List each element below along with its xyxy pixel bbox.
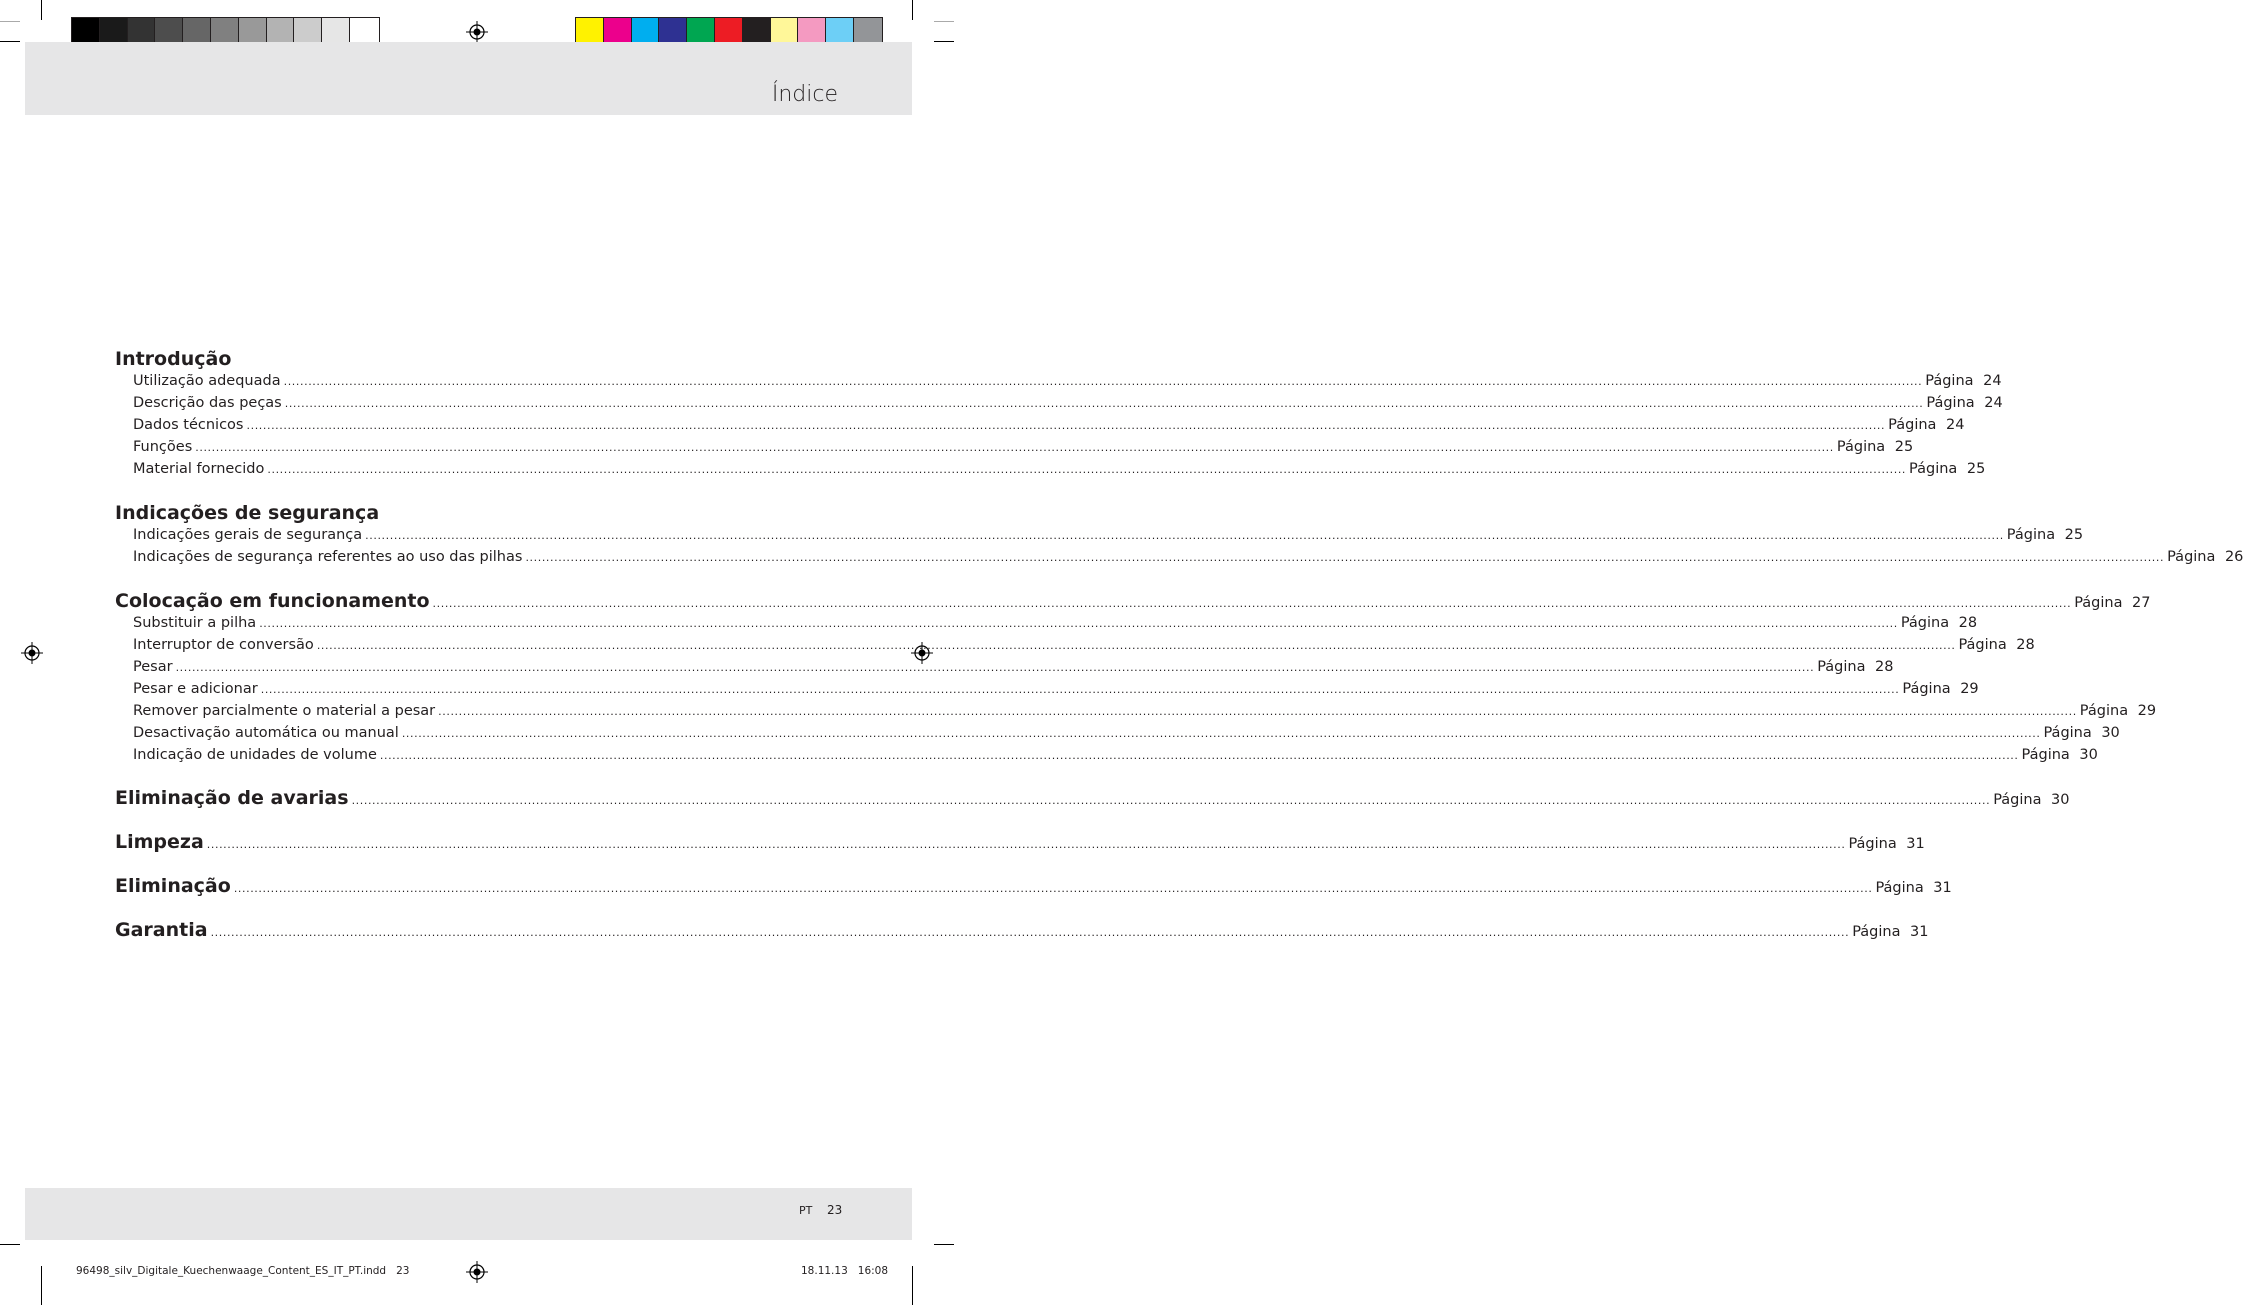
page-word: Página bbox=[1900, 615, 1950, 631]
toc-item-label: Remover parcialmente o material a pesar bbox=[133, 703, 436, 719]
page-word: Página bbox=[1909, 461, 1958, 477]
toc-page-ref bbox=[2007, 527, 2083, 543]
registration-mark-icon bbox=[466, 1261, 488, 1283]
page-title: Índice bbox=[771, 82, 838, 107]
toc-item[interactable] bbox=[133, 373, 2002, 395]
toc-page-ref bbox=[1837, 439, 1913, 455]
dot-leader: ................................................................................................................................................................................................................................................................................................................................................................................................................ bbox=[175, 661, 1815, 674]
crop-mark bbox=[934, 1244, 954, 1245]
toc-page-number: 28 bbox=[2016, 637, 2035, 653]
toc-item-label: Funções bbox=[133, 439, 193, 455]
toc-page-ref bbox=[1888, 417, 1964, 433]
toc-item[interactable] bbox=[133, 549, 2243, 571]
dot-leader: ................................................................................................................................................................................................................................................................................................................................................................................................................ bbox=[206, 838, 1846, 851]
toc-page-number: 28 bbox=[1958, 615, 1978, 631]
dot-leader: ................................................................................................................................................................................................................................................................................................................................................................................................................ bbox=[195, 441, 1834, 454]
toc-item-label: Pesar bbox=[133, 659, 173, 675]
toc-page-number: 28 bbox=[1875, 659, 1894, 675]
toc-item-label: Pesar e adicionar bbox=[133, 681, 258, 697]
toc-item[interactable] bbox=[133, 461, 1986, 483]
toc-item-label: Interruptor de conversão bbox=[133, 637, 314, 653]
page-word: Página bbox=[1817, 659, 1866, 675]
toc-section-entry[interactable] bbox=[115, 590, 2151, 614]
toc-item-label: Dados técnicos bbox=[133, 417, 244, 433]
toc-page-ref bbox=[1902, 681, 1978, 697]
toc-page-number: 29 bbox=[1960, 681, 1979, 697]
registration-mark-icon bbox=[21, 642, 43, 664]
toc-item-label: Indicações gerais de segurança bbox=[133, 527, 363, 543]
toc-page-number: 24 bbox=[1984, 395, 2003, 411]
table-of-contents bbox=[115, 0, 2243, 1000]
toc-page-ref bbox=[1875, 880, 1951, 896]
toc-item-label: Desactivação automática ou manual bbox=[133, 725, 399, 741]
toc-page-ref bbox=[2167, 549, 2243, 565]
toc-page-ref bbox=[2043, 725, 2119, 741]
dot-leader: ................................................................................................................................................................................................................................................................................................................................................................................................................ bbox=[210, 926, 1850, 939]
page-word: Página bbox=[2006, 527, 2056, 543]
dot-leader: ................................................................................................................................................................................................................................................................................................................................................................................................................ bbox=[260, 683, 1900, 696]
toc-item[interactable] bbox=[133, 703, 2157, 725]
page-word: Página bbox=[1888, 417, 1937, 433]
page-number: 23 bbox=[827, 1203, 843, 1217]
toc-item-label: Indicação de unidades de volume bbox=[133, 747, 377, 763]
toc-item[interactable] bbox=[133, 681, 1979, 703]
toc-item[interactable] bbox=[133, 725, 2120, 747]
toc-section-title: Eliminação de avarias bbox=[115, 787, 349, 809]
toc-item[interactable] bbox=[133, 439, 1914, 461]
toc-page-ref bbox=[2074, 595, 2150, 611]
toc-page-ref bbox=[1901, 615, 1977, 631]
language-code: PT bbox=[799, 1204, 813, 1217]
page-word: Página bbox=[2021, 747, 2070, 763]
toc-item-label: Material fornecido bbox=[133, 461, 265, 477]
toc-page-number: 24 bbox=[1945, 417, 1965, 433]
file-slug: 96498_silv_Digitale_Kuechenwaage_Content_ES_IT_PT.indd 23 bbox=[76, 1265, 410, 1277]
page-word: Página bbox=[1925, 373, 1974, 389]
toc-item[interactable] bbox=[133, 615, 1978, 637]
toc-section-entry[interactable] bbox=[115, 875, 1952, 899]
toc-section-title: Limpeza bbox=[115, 831, 204, 853]
dot-leader: ................................................................................................................................................................................................................................................................................................................................................................................................................ bbox=[351, 794, 1991, 807]
crop-mark bbox=[934, 41, 954, 42]
crop-mark bbox=[41, 0, 42, 20]
toc-page-number: 25 bbox=[2064, 527, 2084, 543]
page-word: Página bbox=[1958, 637, 2007, 653]
toc-page-ref bbox=[2080, 703, 2156, 719]
toc-item[interactable] bbox=[133, 417, 1965, 439]
toc-item[interactable] bbox=[133, 395, 2003, 417]
toc-section-title: Colocação em funcionamento bbox=[115, 590, 430, 612]
toc-page-number: 24 bbox=[1983, 373, 2002, 389]
toc-page-number: 25 bbox=[1966, 461, 1986, 477]
dot-leader: ................................................................................................................................................................................................................................................................................................................................................................................................................ bbox=[284, 397, 1924, 410]
page-word: Página bbox=[2043, 725, 2092, 741]
toc-item-label: Substituir a pilha bbox=[133, 615, 257, 631]
toc-section-entry[interactable] bbox=[115, 919, 1929, 943]
toc-page-number: 31 bbox=[1906, 836, 1925, 852]
toc-page-ref bbox=[1926, 395, 2002, 411]
toc-section-entry[interactable] bbox=[115, 831, 1925, 855]
dot-leader: ................................................................................................................................................................................................................................................................................................................................................................................................................ bbox=[259, 617, 1898, 630]
page-word: Página bbox=[1993, 792, 2042, 808]
toc-page-number: 30 bbox=[2101, 725, 2120, 741]
toc-page-number: 31 bbox=[1910, 924, 1929, 940]
toc-item[interactable] bbox=[133, 637, 2035, 659]
toc-section-entry[interactable] bbox=[115, 787, 2070, 811]
toc-item[interactable] bbox=[133, 527, 2084, 549]
dot-leader: ................................................................................................................................................................................................................................................................................................................................................................................................................ bbox=[379, 749, 2019, 762]
dot-leader: ................................................................................................................................................................................................................................................................................................................................................................................................................ bbox=[438, 705, 2077, 718]
page-word: Página bbox=[2167, 549, 2216, 565]
dot-leader: ................................................................................................................................................................................................................................................................................................................................................................................................................ bbox=[246, 419, 1886, 432]
dot-leader: ................................................................................................................................................................................................................................................................................................................................................................................................................ bbox=[267, 463, 1907, 476]
dot-leader: ................................................................................................................................................................................................................................................................................................................................................................................................................ bbox=[283, 375, 1923, 388]
toc-page-ref bbox=[1993, 792, 2069, 808]
dot-leader: ................................................................................................................................................................................................................................................................................................................................................................................................................ bbox=[316, 639, 1956, 652]
toc-page-number: 29 bbox=[2137, 703, 2157, 719]
toc-page-ref bbox=[1925, 373, 2001, 389]
toc-page-ref bbox=[1958, 637, 2034, 653]
print-timestamp: 18.11.13 16:08 bbox=[801, 1265, 889, 1277]
toc-page-ref bbox=[1817, 659, 1893, 675]
crop-mark bbox=[934, 21, 954, 22]
page-word: Página bbox=[1836, 439, 1886, 455]
page-word: Página bbox=[2079, 703, 2129, 719]
page-word: Página bbox=[1926, 395, 1975, 411]
toc-page-number: 30 bbox=[2051, 792, 2070, 808]
crop-mark bbox=[912, 1266, 913, 1305]
dot-leader: ................................................................................................................................................................................................................................................................................................................................................................................................................ bbox=[233, 882, 1873, 895]
toc-item-label: Utilização adequada bbox=[133, 373, 281, 389]
page-word: Página bbox=[1902, 681, 1951, 697]
dot-leader: ................................................................................................................................................................................................................................................................................................................................................................................................................ bbox=[365, 529, 2004, 542]
toc-item-label: Indicações de segurança referentes ao uso das pilhas bbox=[133, 549, 523, 565]
toc-page-ref bbox=[1909, 461, 1985, 477]
crop-mark bbox=[0, 41, 20, 42]
page-word: Página bbox=[1848, 836, 1897, 852]
toc-item-label: Descrição das peças bbox=[133, 395, 282, 411]
toc-item[interactable] bbox=[133, 747, 2098, 769]
toc-page-number: 25 bbox=[1894, 439, 1914, 455]
dot-leader: ................................................................................................................................................................................................................................................................................................................................................................................................................ bbox=[525, 551, 2165, 564]
toc-section-title: Eliminação bbox=[115, 875, 231, 897]
toc-item[interactable] bbox=[133, 659, 1894, 681]
toc-page-ref bbox=[1852, 924, 1928, 940]
page-word: Página bbox=[1875, 880, 1924, 896]
dot-leader: ................................................................................................................................................................................................................................................................................................................................................................................................................ bbox=[401, 727, 2041, 740]
crop-mark bbox=[912, 0, 913, 20]
toc-section-title: Garantia bbox=[115, 919, 208, 941]
toc-page-number: 26 bbox=[2224, 549, 2243, 565]
crop-mark bbox=[0, 1244, 20, 1245]
toc-page-ref bbox=[2022, 747, 2098, 763]
toc-section-title: Indicações de segurança bbox=[115, 502, 380, 524]
page-word: Página bbox=[2074, 595, 2123, 611]
toc-page-ref bbox=[1848, 836, 1924, 852]
toc-page-number: 31 bbox=[1933, 880, 1952, 896]
crop-mark bbox=[41, 1266, 42, 1305]
toc-page-number: 30 bbox=[2079, 747, 2098, 763]
dot-leader: ................................................................................................................................................................................................................................................................................................................................................................................................................ bbox=[432, 597, 2072, 610]
toc-page-number: 27 bbox=[2132, 595, 2151, 611]
page-word: Página bbox=[1852, 924, 1901, 940]
footer-band bbox=[25, 1188, 912, 1240]
toc-section-title: Introdução bbox=[115, 348, 232, 370]
crop-mark bbox=[0, 21, 20, 22]
